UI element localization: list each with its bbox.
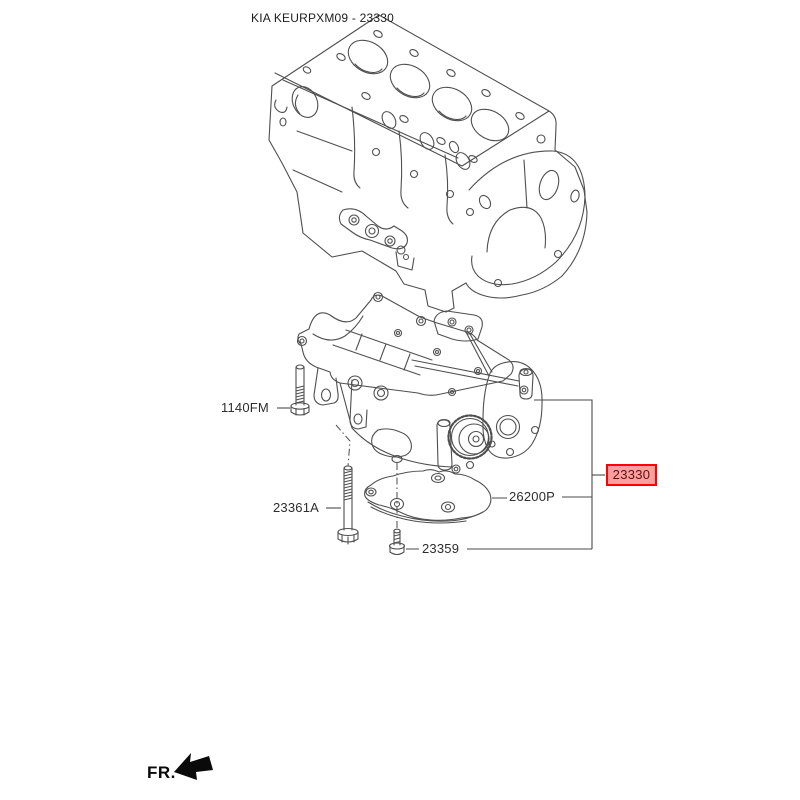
diagram-title: KIA KEURPXM09 - 23330 xyxy=(251,11,394,25)
callout-label-23330-highlighted[interactable]: 23330 xyxy=(606,464,657,486)
block-front-face xyxy=(352,107,473,224)
bracket-23330 xyxy=(534,400,592,549)
block-left-face xyxy=(275,82,352,192)
fr-orientation-label: FR. xyxy=(147,763,176,782)
balance-shaft-gear xyxy=(449,416,492,459)
callout-label-1140fm[interactable]: 1140FM xyxy=(221,400,269,415)
block-mount-bracket xyxy=(339,209,414,270)
bolt-23359-drawing xyxy=(390,529,405,554)
fr-direction-arrow-icon xyxy=(174,753,213,780)
engine-block-silhouette xyxy=(269,15,587,312)
cylinder-bores xyxy=(342,34,514,148)
callout-label-23361a[interactable]: 23361A xyxy=(273,500,320,515)
oil-pump-balance-assembly-drawing xyxy=(298,293,543,474)
assembly-ladder-frame xyxy=(298,295,513,395)
oil-screen-drawing xyxy=(365,470,491,523)
engine-block-drawing xyxy=(269,15,587,312)
bolt-23361a-drawing xyxy=(338,466,358,544)
callout-label-26200p[interactable]: 26200P xyxy=(509,489,556,504)
bolt-1140fm-drawing xyxy=(291,365,309,415)
callout-label-23359[interactable]: 23359 xyxy=(422,541,460,556)
